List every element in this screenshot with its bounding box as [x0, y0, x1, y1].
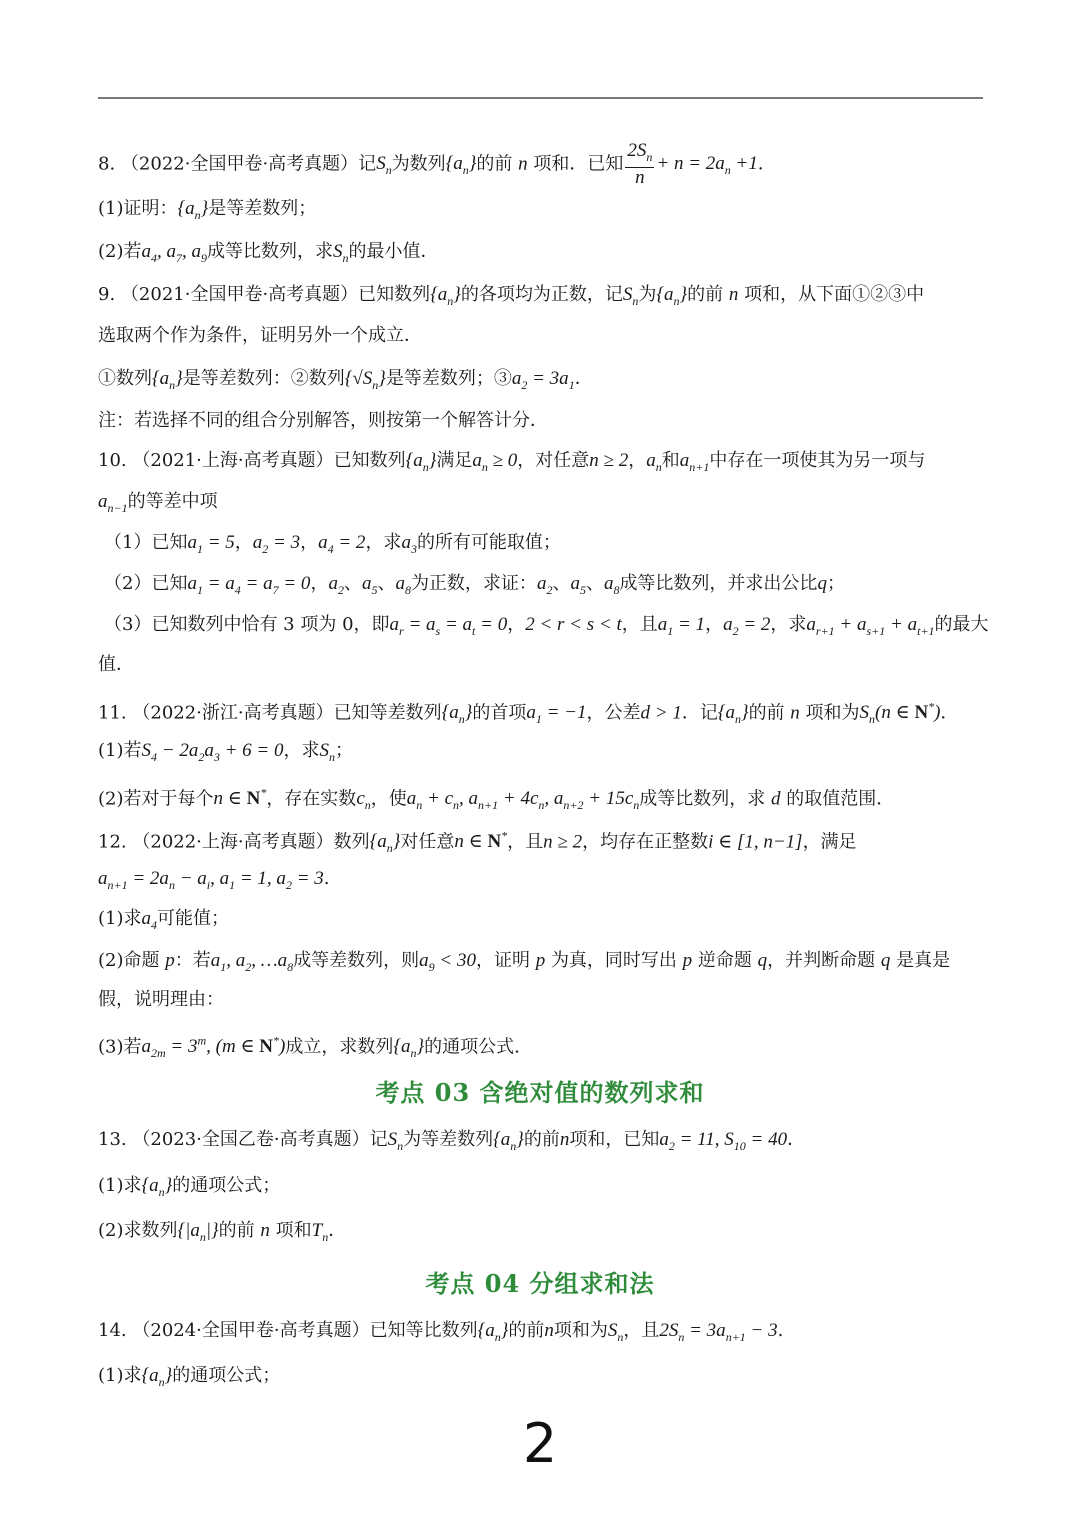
- q13-part1: (1)求$\{a_n\}$的通项公式；: [98, 1175, 281, 1199]
- q13-part2: (2)求数列$\{|a_n|\}$的前 n 项和$T_n$．: [98, 1220, 347, 1244]
- q12-line1: 12. （2022·上海·高考真题）数列$\{a_n\}$对任意n ∈ N*，且n ≥ 2，均存在正整数i ∈ [1, n−1]，满足: [98, 829, 857, 856]
- q9-line1: 9. （2021·全国甲卷·高考真题）已知数列$\{a_n\}$的各项均为正数，记$S_n$为$\{a_n\}$的前 n 项和，从下面①②③中: [98, 284, 925, 308]
- section-heading-04: 考点 04 分组求和法: [425, 1269, 655, 1298]
- q10-part1: （1）已知$a_1 = 5$，$a_2 = 3$，$a_4 = 2$，求$a_3$的所有可能取值；: [104, 532, 561, 556]
- q8-part2: (2)若$a_4$, $a_7$, $a_9$成等比数列，求$S_n$的最小值．: [98, 241, 439, 265]
- q11-part1: (1)若$S_4 - 2a_2a_3 + 6 = 0$，求$S_n$；: [98, 740, 353, 764]
- q10-part2: （2）已知$a_1 = a_4 = a_7 = 0$，$a_2$、$a_5$、$a_8$为正数，求证：$a_2$、$a_5$、$a_8$成等比数列，并求出公比q；: [104, 573, 845, 597]
- q12-part3: (3)若$a_{2m} = 3^m$, (m ∈ N*)成立，求数列$\{a_n\}$的通项公式.: [98, 1034, 520, 1061]
- q10-line2: $a_{n-1}$的等差中项: [98, 491, 218, 515]
- page-number: 2: [522, 1412, 558, 1475]
- section-heading-03: 考点 03 含绝对值的数列求和: [375, 1078, 705, 1107]
- q11-line1: 11. （2022·浙江·高考真题）已知等差数列$\{a_n\}$的首项$a_1 = -1$，公差d > 1．记$\{a_n\}$的前 n 项和为$S_n(n$ ∈ N*)．: [98, 700, 959, 727]
- q9-line2: 选取两个作为条件，证明另外一个成立．: [98, 325, 422, 346]
- q10-part3-cont: 值．: [98, 654, 134, 675]
- q12-part1: (1)求$a_4$可能值；: [98, 908, 229, 932]
- q14-part1: (1)求$\{a_n\}$的通项公式；: [98, 1365, 281, 1389]
- q9-note: 注：若选择不同的组合分别解答，则按第一个解答计分．: [98, 410, 548, 431]
- q12-part2: (2)命题 p：若$a_1$, $a_2$, $\dots a_8$成等差数列，则$a_9 < 30$，证明 p 为真，同时写出 p 逆命题 q，并判断命题 q 是真是: [98, 950, 951, 974]
- q12-line2: $a_{n+1} = 2a_n - a_i$, $a_1 = 1$, $a_2 = 3$.: [98, 868, 330, 892]
- q8-line1: 8. （2022·全国甲卷·高考真题）记$S_n$为数列$\{a_n\}$的前 n 项和．已知 $\frac{2S_n}{n}$ + $n = 2a_n +1$．: [98, 140, 776, 188]
- q10-part3: （3）已知数列中恰有 3 项为 0，即$a_r = a_s = a_t = 0$，2 < r < s < t，且$a_1 = 1$，$a_2 = 2$，求$a_{r+1} + a_{s+1} + a_{t+1}$的最大: [104, 614, 989, 638]
- header-rule: [98, 97, 983, 99]
- q9-line3: ①数列$\{a_n\}$是等差数列：②数列$\{√S_n\}$是等差数列；$③a_2 = 3a_1$．: [98, 368, 593, 392]
- q10-line1: 10. （2021·上海·高考真题）已知数列$\{a_n\}$满足$a_n \ge 0$，对任意n ≥ 2，$a_n$和$a_{n+1}$中存在一项使其为另一项与: [98, 450, 926, 474]
- q14-line1: 14. （2024·全国甲卷·高考真题）已知等比数列$\{a_n\}$的前n项和为$S_n$，且$2S_n = 3a_{n+1} - 3$.: [98, 1320, 784, 1344]
- q12-part2-cont: 假，说明理由：: [98, 989, 224, 1010]
- q13-line1: 13. （2023·全国乙卷·高考真题）记$S_n$为等差数列$\{a_n\}$的前n项和，已知$a_2 = 11$, $S_{10} = 40$．: [98, 1129, 806, 1153]
- q11-part2: (2)若对于每个n ∈ N*，存在实数$c_n$，使$a_n + c_n$, $a_{n+1} + 4c_n$, $a_{n+2} + 15c_n$成等比数列，求 d 的取值范围．: [98, 786, 895, 813]
- q8-part1: (1)证明：$\{a_n\}$是等差数列；: [98, 198, 317, 222]
